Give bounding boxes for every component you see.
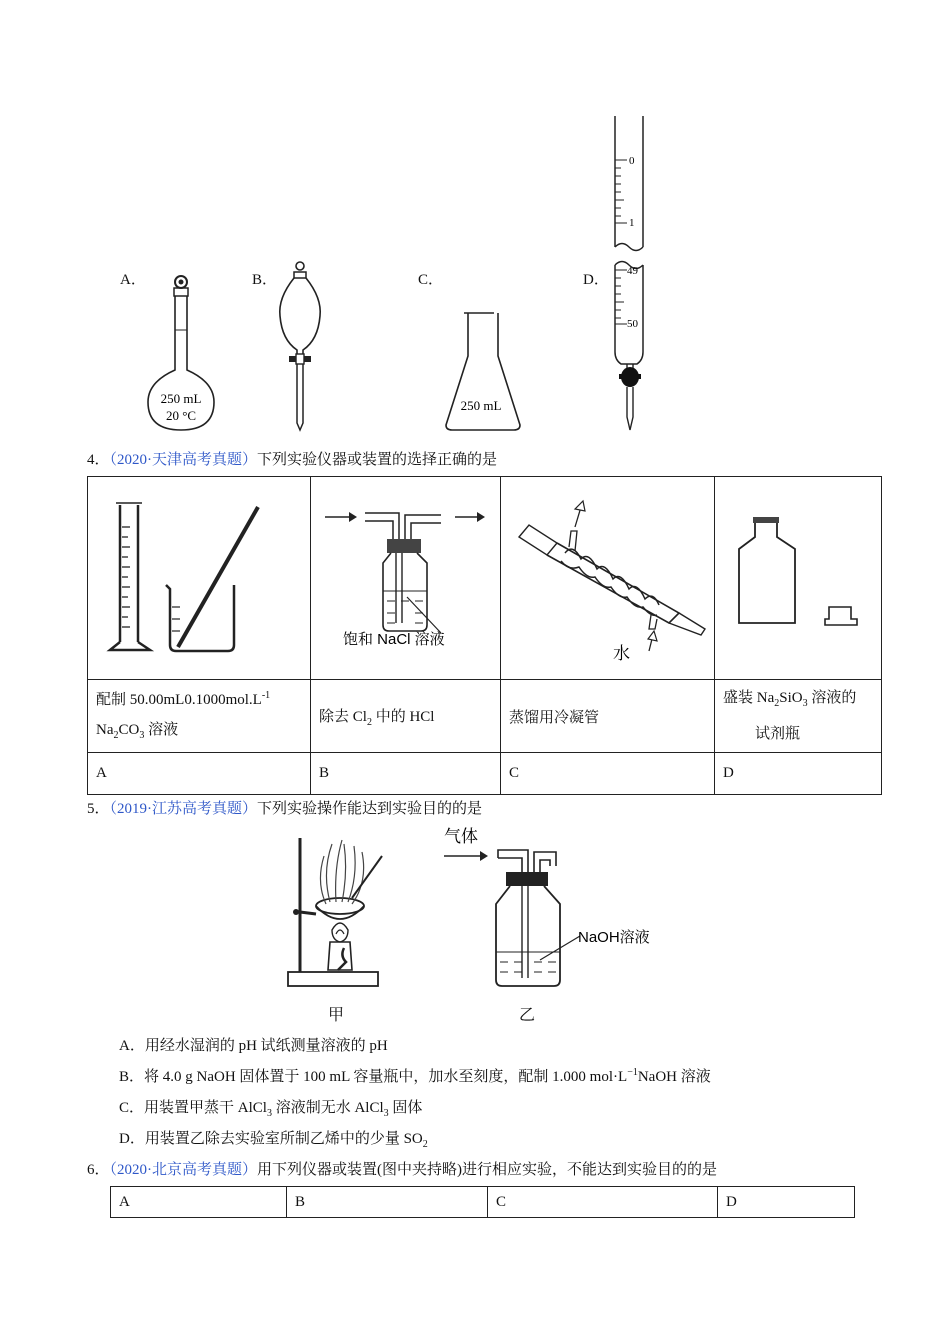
- burette-mark-50: 50: [627, 318, 638, 330]
- burette-mark-0: 0: [629, 155, 635, 167]
- flask-temp-label: 20 °C: [165, 408, 197, 423]
- q4-cell-d-figure: [715, 477, 882, 680]
- naoh-solution-label: NaOH溶液: [578, 929, 650, 946]
- q6-number: 6．: [87, 1162, 110, 1178]
- q4-cell-b-desc: 除去 $Cl_2$ 中的 HCl: [311, 680, 501, 753]
- q6-header-b: B: [287, 1187, 488, 1218]
- q3-option-b-letter: B．: [252, 272, 278, 288]
- graduated-cylinder-beaker-icon: [108, 497, 258, 657]
- separatory-funnel-icon: [270, 258, 330, 433]
- q4-letter-b: B: [311, 753, 501, 795]
- q6-stem-line: [87, 1158, 717, 1179]
- q4-letter-c: C: [501, 753, 715, 795]
- q4-stem-line: [87, 448, 497, 469]
- burette-mark-1: 1: [629, 217, 635, 229]
- q4-cell-c-desc: 蒸馏用冷凝管: [501, 680, 715, 753]
- reagent-bottle-icon: [731, 515, 871, 635]
- burette-mark-49: 49: [627, 265, 638, 277]
- q5-option-a: A．用经水湿润的 pH 试纸测量溶液的 pH: [119, 1038, 388, 1054]
- q4-stem: 下列实验仪器或装置的选择正确的是: [257, 452, 498, 468]
- q5-option-d: D．用装置乙除去实验室所制乙烯中的少量 $SO_2$: [119, 1131, 428, 1150]
- q4-cell-b-figure: [311, 477, 501, 680]
- q4-source: （2020·天津高考真题）: [109, 452, 258, 468]
- q5-option-c: C．用装置甲蒸干 AlCl$_3$ 溶液制无水 AlCl$_3$ 固体: [119, 1100, 423, 1119]
- fig-label-yi: 乙: [519, 1007, 536, 1024]
- evaporation-apparatus-icon: [282, 832, 392, 992]
- q5-source: （2019·江苏高考真题）: [109, 801, 258, 817]
- q5-stem: 下列实验操作能达到实验目的的是: [257, 801, 483, 817]
- q3-option-a-letter: A．: [120, 272, 146, 288]
- q5-option-b: B．将 4.0 g NaOH 固体置于 100 mL 容量瓶中，加水至刻度，配制 1.000 $mol\cdot L^{-1}NaOH$ 溶液: [119, 1067, 711, 1085]
- q5-stem-line: [87, 797, 482, 818]
- water-label: 水: [613, 644, 630, 663]
- fig-label-jia: 甲: [328, 1007, 345, 1024]
- gas-washing-bottle-icon: [321, 501, 491, 671]
- q6-header-a: A: [111, 1187, 287, 1218]
- erlenmeyer-volume-label: 250 mL: [460, 398, 502, 413]
- gas-label: 气体: [444, 827, 478, 846]
- q5-number: 5．: [87, 801, 110, 817]
- q6-stem: 用下列仪器或装置(图中夹持略)进行相应实验，不能达到实验目的的是: [257, 1162, 718, 1178]
- q4-cell-a-desc: 配制 $50.00mL0.1000mol.L^{-1}$ $Na_2CO_3$ 溶液: [88, 680, 311, 753]
- q3-option-c-letter: C．: [418, 272, 444, 288]
- burette-icon: [605, 112, 655, 434]
- q6-table: [110, 1186, 855, 1218]
- q3-option-d-letter: D．: [583, 272, 609, 288]
- q6-source: （2020·北京高考真题）: [109, 1162, 258, 1178]
- q6-header-d: D: [718, 1187, 855, 1218]
- flask-volume-label: 250 mL: [160, 391, 202, 406]
- saturated-nacl-label: 饱和 NaCl 溶液: [343, 631, 445, 648]
- q4-number: 4．: [87, 452, 110, 468]
- q4-letter-a: A: [88, 753, 311, 795]
- gas-scrubber-bottle-icon: [440, 822, 670, 992]
- erlenmeyer-flask-icon: [442, 310, 524, 435]
- q4-cell-c-figure: [501, 477, 715, 680]
- q6-header-c: C: [488, 1187, 718, 1218]
- q4-table: [87, 476, 882, 795]
- q4-letter-d: D: [715, 753, 882, 795]
- q4-cell-d-desc: 盛装 $Na_2SiO_3$ 溶液的 试剂瓶: [715, 680, 882, 753]
- volumetric-flask-icon: [140, 270, 220, 435]
- condenser-icon: [509, 495, 707, 670]
- q4-cell-a-figure: [88, 477, 311, 680]
